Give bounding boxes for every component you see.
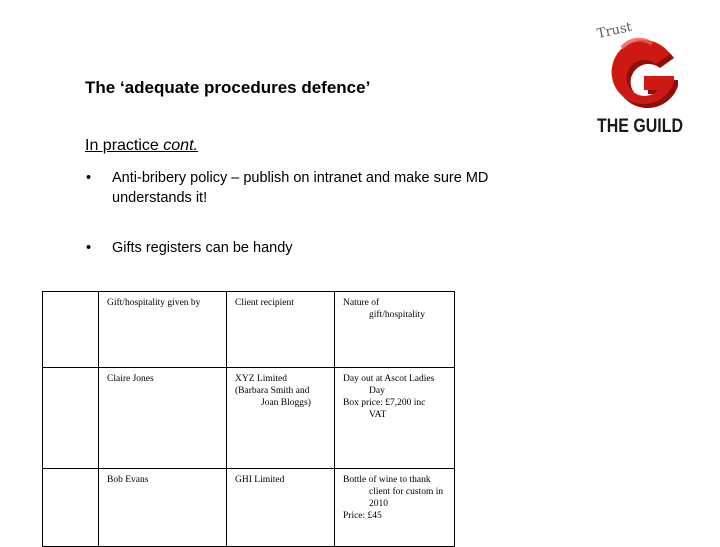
header-recipient: Client recipient — [227, 292, 335, 368]
bullet-symbol: • — [86, 240, 92, 256]
cell-line: 2010 — [369, 499, 388, 509]
cell-line: VAT — [369, 410, 387, 420]
subtitle-cont: cont. — [163, 137, 198, 154]
bullet-symbol: • — [86, 170, 92, 186]
section-subtitle — [85, 137, 198, 155]
table-cell-blank — [43, 292, 99, 368]
cell-line: Price: £45 — [343, 511, 382, 521]
table-cell-blank — [43, 469, 99, 547]
bullet-text: Anti-bribery policy – publish on intranet and make sure MD understands it! — [112, 170, 489, 206]
cell-given-by: Bob Evans — [99, 469, 227, 547]
cell-line: XYZ Limited — [235, 374, 287, 384]
guild-logo — [592, 20, 688, 140]
header-nature-line: Nature of — [343, 298, 380, 308]
cell-nature — [335, 368, 455, 469]
header-nature — [335, 292, 455, 368]
bullet-text: Gifts registers can be handy — [112, 240, 293, 256]
table-cell-blank — [43, 368, 99, 469]
cell-line: (Barbara Smith and — [235, 386, 310, 396]
table-header-row — [43, 292, 455, 368]
cell-nature — [335, 469, 455, 547]
cell-line: Box price: £7,200 inc — [343, 398, 426, 408]
page-title: The ‘adequate procedures defence’ — [85, 78, 371, 97]
header-given-by: Gift/hospitality given by — [99, 292, 227, 368]
bullet-list — [85, 168, 555, 258]
cell-line: client for custom in — [369, 487, 444, 497]
guild-logo-graphic — [592, 20, 688, 140]
cell-recipient — [227, 368, 335, 469]
bullet-item — [85, 168, 555, 208]
header-nature-line: gift/hospitality — [369, 310, 425, 320]
cell-recipient: GHI Limited — [227, 469, 335, 547]
cell-line: Joan Bloggs) — [261, 398, 311, 408]
logo-guild-text: THE GUILD — [597, 116, 683, 137]
cell-given-by: Claire Jones — [99, 368, 227, 469]
gifts-register-table — [42, 291, 455, 547]
logo-trust-text: Trust — [595, 19, 634, 42]
cell-line: Day out at Ascot Ladies — [343, 374, 435, 384]
cell-line: Bottle of wine to thank — [343, 475, 431, 485]
table-row — [43, 368, 455, 469]
subtitle-main: In practice — [85, 137, 164, 154]
table-row — [43, 469, 455, 547]
bullet-item — [85, 238, 555, 258]
cell-line: Day — [369, 386, 385, 396]
